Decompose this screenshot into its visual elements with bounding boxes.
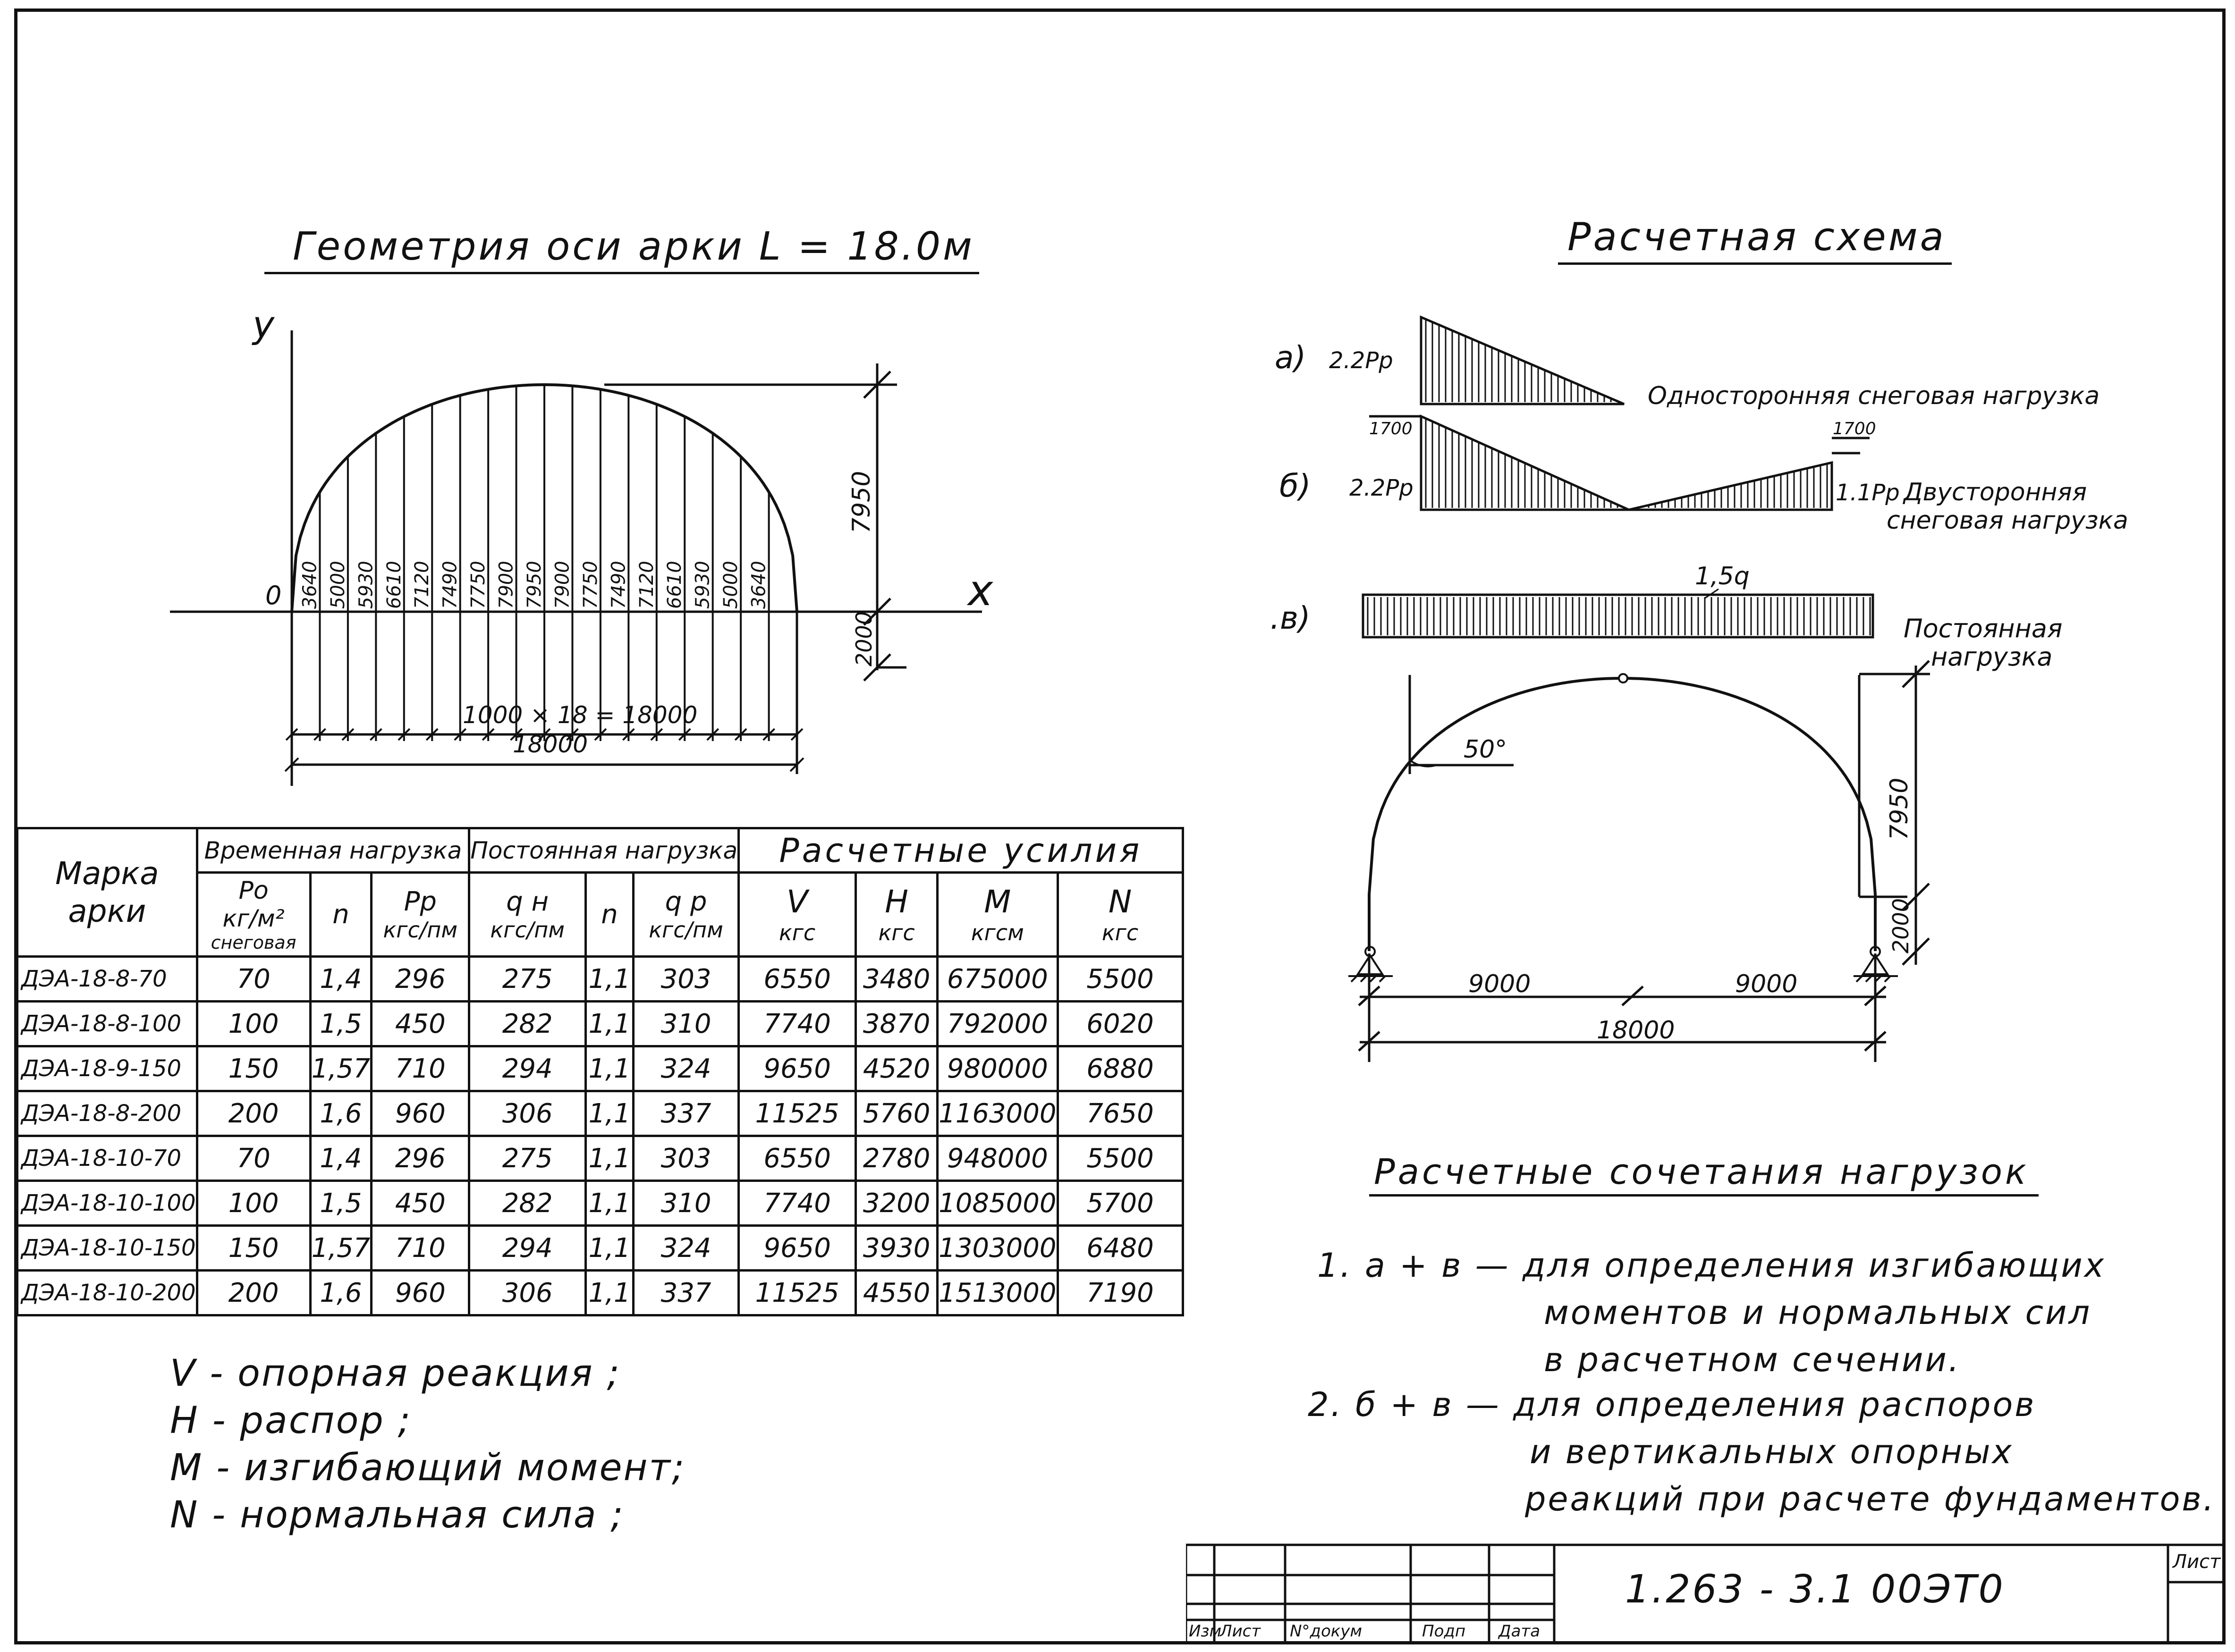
ordinate-label: 7950 xyxy=(524,561,545,609)
table-cell: 6020 xyxy=(1058,1002,1183,1046)
table-cell: 303 xyxy=(633,957,738,1002)
title-block xyxy=(1186,1543,2225,1644)
table-cell: 6550 xyxy=(739,957,856,1002)
table-cell: 450 xyxy=(372,1181,469,1226)
case-b-text-1: Двусторонняя xyxy=(1904,478,2087,506)
table-cell: 150 xyxy=(197,1226,310,1271)
table-cell: 450 xyxy=(372,1002,469,1046)
combinations-title: Расчетные сочетания нагрузок xyxy=(1369,1152,2039,1197)
calc-scheme-diagram xyxy=(1228,293,2228,1104)
table-cell: 5700 xyxy=(1058,1181,1183,1226)
col-n1-header: n xyxy=(310,873,372,957)
combination-line-2: моментов и нормальных сил xyxy=(1544,1293,2092,1332)
ordinate-label: 7900 xyxy=(495,561,517,609)
case-a-label: а) xyxy=(1275,339,1306,376)
table-cell: 710 xyxy=(372,1226,469,1271)
ordinate-label: 5930 xyxy=(692,561,714,609)
table-cell: 1,4 xyxy=(310,1136,372,1181)
table-cell: 296 xyxy=(372,957,469,1002)
stamp-col-izm: Изм xyxy=(1189,1622,1222,1641)
case-b-left-load: 2.2Pр xyxy=(1349,475,1414,501)
combination-line-5: и вертикальных опорных xyxy=(1530,1433,2014,1471)
arch-mark-cell: ДЭА-18-10-70 xyxy=(17,1136,197,1181)
col-qp-header: q р кгс/пм xyxy=(633,873,738,957)
ordinate-label: 7900 xyxy=(551,561,574,609)
col-v-header: V кгс xyxy=(739,873,856,957)
table-row xyxy=(17,957,1183,1002)
col-m-header: M кгсм xyxy=(938,873,1058,957)
document-code: 1.263 - 3.1 00ЭТ0 xyxy=(1625,1567,2005,1612)
scheme-title: Расчетная схема xyxy=(1558,215,1952,265)
ordinate-label: 7490 xyxy=(608,561,630,609)
table-row xyxy=(17,1226,1183,1271)
arch-geometry-diagram xyxy=(0,0,1180,812)
table-cell: 5760 xyxy=(856,1091,938,1136)
table-cell: 282 xyxy=(469,1181,586,1226)
table-cell: 1303000 xyxy=(938,1226,1058,1271)
table-cell: 200 xyxy=(197,1271,310,1315)
table-cell: 294 xyxy=(469,1226,586,1271)
table-row xyxy=(17,1271,1183,1315)
case-b-label: б) xyxy=(1279,468,1311,504)
table-cell: 282 xyxy=(469,1002,586,1046)
case-c-text-1: Постоянная xyxy=(1904,614,2063,643)
table-cell: 7740 xyxy=(739,1002,856,1046)
table-cell: 306 xyxy=(469,1271,586,1315)
table-cell: 100 xyxy=(197,1181,310,1226)
scheme-height-dim: 7950 xyxy=(1885,777,1913,840)
table-cell: 1,1 xyxy=(586,1046,634,1091)
table-cell: 275 xyxy=(469,957,586,1002)
table-cell: 303 xyxy=(633,1136,738,1181)
table-cell: 294 xyxy=(469,1046,586,1091)
table-cell: 1,57 xyxy=(310,1046,372,1091)
table-cell: 200 xyxy=(197,1091,310,1136)
table-cell: 9650 xyxy=(739,1226,856,1271)
table-cell: 7190 xyxy=(1058,1271,1183,1315)
table-cell: 337 xyxy=(633,1091,738,1136)
axis-y-label: y xyxy=(253,304,275,346)
table-cell: 792000 xyxy=(938,1002,1058,1046)
table-cell: 980000 xyxy=(938,1046,1058,1091)
table-cell: 1,1 xyxy=(586,1002,634,1046)
table-cell: 1,1 xyxy=(586,1226,634,1271)
combination-line-3: в расчетном сечении. xyxy=(1544,1340,1961,1379)
table-cell: 324 xyxy=(633,1226,738,1271)
table-cell: 324 xyxy=(633,1046,738,1091)
table-cell: 310 xyxy=(633,1002,738,1046)
scheme-arch-curve xyxy=(1369,678,1875,951)
perm-load-header: Постоянная нагрузка xyxy=(469,828,739,873)
stamp-col-date: Дата xyxy=(1498,1622,1541,1641)
table-cell: 11525 xyxy=(739,1091,856,1136)
col-qn-header: q н кгс/пм xyxy=(469,873,586,957)
table-cell: 3870 xyxy=(856,1002,938,1046)
table-row xyxy=(17,1002,1183,1046)
col-h-header: H кгс xyxy=(856,873,938,957)
arch-mark-cell: ДЭА-18-10-100 xyxy=(17,1181,197,1226)
ordinate-label: 7490 xyxy=(439,561,461,609)
table-row xyxy=(17,1091,1183,1136)
arch-loads-table xyxy=(16,827,1184,1316)
arch-mark-cell: ДЭА-18-8-200 xyxy=(17,1091,197,1136)
table-cell: 948000 xyxy=(938,1136,1058,1181)
case-a-text: Односторонняя снеговая нагрузка xyxy=(1648,382,2100,410)
case-b-text-2: снеговая нагрузка xyxy=(1887,506,2128,535)
table-cell: 6550 xyxy=(739,1136,856,1181)
stamp-col-sign: Подп xyxy=(1422,1622,1466,1641)
legend-h: H - распор ; xyxy=(170,1399,412,1442)
case-b-offset-left: 1700 xyxy=(1369,419,1413,438)
table-cell: 310 xyxy=(633,1181,738,1226)
geometry-height-dim: 7950 xyxy=(847,471,876,533)
temp-load-header: Временная нагрузка xyxy=(197,828,469,873)
case-c-load: 1,5q xyxy=(1695,562,1750,590)
table-cell: 1,4 xyxy=(310,957,372,1002)
table-cell: 1,1 xyxy=(586,1181,634,1226)
table-cell: 7740 xyxy=(739,1181,856,1226)
half-span-left: 9000 xyxy=(1468,970,1531,998)
table-cell: 1,1 xyxy=(586,957,634,1002)
table-cell: 1,1 xyxy=(586,1136,634,1181)
origin-label: 0 xyxy=(265,581,282,610)
permanent-load-rect xyxy=(1363,595,1873,637)
arch-mark-cell: ДЭА-18-10-200 xyxy=(17,1271,197,1315)
left-support xyxy=(1348,947,1393,982)
sheet-label: Лист xyxy=(2173,1551,2221,1573)
table-cell: 100 xyxy=(197,1002,310,1046)
col-mark-header: Марка арки xyxy=(17,828,197,957)
combination-line-6: реакций при расчете фундаментов. xyxy=(1525,1480,2216,1518)
col-n2-header: n xyxy=(586,873,634,957)
table-cell: 3930 xyxy=(856,1226,938,1271)
legend-v: V - опорная реакция ; xyxy=(170,1352,621,1395)
arch-mark-cell: ДЭА-18-8-70 xyxy=(17,957,197,1002)
table-cell: 960 xyxy=(372,1271,469,1315)
table-cell: 1085000 xyxy=(938,1181,1058,1226)
ordinate-label: 5000 xyxy=(720,561,742,609)
ordinate-label: 6610 xyxy=(383,561,405,609)
arch-mark-cell: ДЭА-18-10-150 xyxy=(17,1226,197,1271)
table-cell: 1,57 xyxy=(310,1226,372,1271)
table-row xyxy=(17,1046,1183,1091)
stamp-col-list: Лист xyxy=(1220,1622,1261,1641)
forces-header: Расчетные усилия xyxy=(739,828,1183,873)
table-cell: 275 xyxy=(469,1136,586,1181)
table-cell: 4520 xyxy=(856,1046,938,1091)
ordinate-label: 7120 xyxy=(635,561,658,609)
half-span-right: 9000 xyxy=(1735,970,1798,998)
ordinate-label: 7120 xyxy=(411,561,433,609)
table-cell: 1,6 xyxy=(310,1271,372,1315)
table-row xyxy=(17,1136,1183,1181)
ordinate-label: 6610 xyxy=(664,561,686,609)
table-cell: 6480 xyxy=(1058,1226,1183,1271)
scheme-base-dim: 2000 xyxy=(1888,898,1913,953)
angle-label: 50° xyxy=(1464,735,1507,764)
table-cell: 1,1 xyxy=(586,1271,634,1315)
arch-mark-cell: ДЭА-18-9-150 xyxy=(17,1046,197,1091)
table-cell: 11525 xyxy=(739,1271,856,1315)
table-cell: 337 xyxy=(633,1271,738,1315)
case-b-offset-right: 1700 xyxy=(1833,419,1876,438)
axis-x-label: x xyxy=(968,566,993,615)
table-cell: 960 xyxy=(372,1091,469,1136)
case-c-label: .в) xyxy=(1270,600,1311,636)
table-cell: 296 xyxy=(372,1136,469,1181)
ordinate-label: 5930 xyxy=(355,561,377,609)
table-cell: 1,1 xyxy=(586,1091,634,1136)
table-cell: 675000 xyxy=(938,957,1058,1002)
span-dim-label: 18000 xyxy=(513,731,588,758)
table-cell: 1,5 xyxy=(310,1181,372,1226)
ordinate-label: 3640 xyxy=(299,561,321,609)
col-n-header: N кгс xyxy=(1058,873,1183,957)
geometry-title: Геометрия оси арки L = 18.0м xyxy=(264,224,979,274)
table-cell: 1,6 xyxy=(310,1091,372,1136)
table-cell: 5500 xyxy=(1058,1136,1183,1181)
ordinate-label: 3640 xyxy=(748,561,770,609)
legend-m: M - изгибающий момент; xyxy=(170,1447,686,1489)
case-c-text-2: нагрузка xyxy=(1931,642,2053,672)
ordinate-label: 7750 xyxy=(467,561,490,609)
table-cell: 7650 xyxy=(1058,1091,1183,1136)
table-cell: 1163000 xyxy=(938,1091,1058,1136)
combination-line-1: 1. а + в — для определения изгибающих xyxy=(1317,1246,2106,1285)
geometry-base-dim: 2000 xyxy=(851,611,877,666)
table-cell: 150 xyxy=(197,1046,310,1091)
table-cell: 3200 xyxy=(856,1181,938,1226)
ordinate-label: 7750 xyxy=(579,561,601,609)
table-cell: 70 xyxy=(197,957,310,1002)
table-cell: 1,5 xyxy=(310,1002,372,1046)
table-cell: 5500 xyxy=(1058,957,1183,1002)
table-cell: 9650 xyxy=(739,1046,856,1091)
legend-n: N - нормальная сила ; xyxy=(170,1494,625,1536)
arch-mark-cell: ДЭА-18-8-100 xyxy=(17,1002,197,1046)
table-cell: 2780 xyxy=(856,1136,938,1181)
table-cell: 710 xyxy=(372,1046,469,1091)
scheme-span: 18000 xyxy=(1597,1016,1675,1045)
table-cell: 306 xyxy=(469,1091,586,1136)
ordinate-label: 5000 xyxy=(327,561,349,609)
table-cell: 3480 xyxy=(856,957,938,1002)
stamp-col-doc: N°докум xyxy=(1290,1622,1363,1641)
case-a-load: 2.2Pр xyxy=(1329,347,1393,374)
col-po-header: Po кг/м² снеговая xyxy=(197,873,310,957)
combination-line-4: 2. б + в — для определения распоров xyxy=(1308,1385,2036,1424)
segments-dim-label: 1000 × 18 = 18000 xyxy=(463,701,698,729)
case-b-right-load: 1.1Pр xyxy=(1836,480,1900,506)
table-row xyxy=(17,1181,1183,1226)
table-cell: 70 xyxy=(197,1136,310,1181)
crown-hinge xyxy=(1619,674,1627,683)
table-cell: 1513000 xyxy=(938,1271,1058,1315)
col-pp-header: Pр кгс/пм xyxy=(372,873,469,957)
table-cell: 6880 xyxy=(1058,1046,1183,1091)
table-cell: 4550 xyxy=(856,1271,938,1315)
